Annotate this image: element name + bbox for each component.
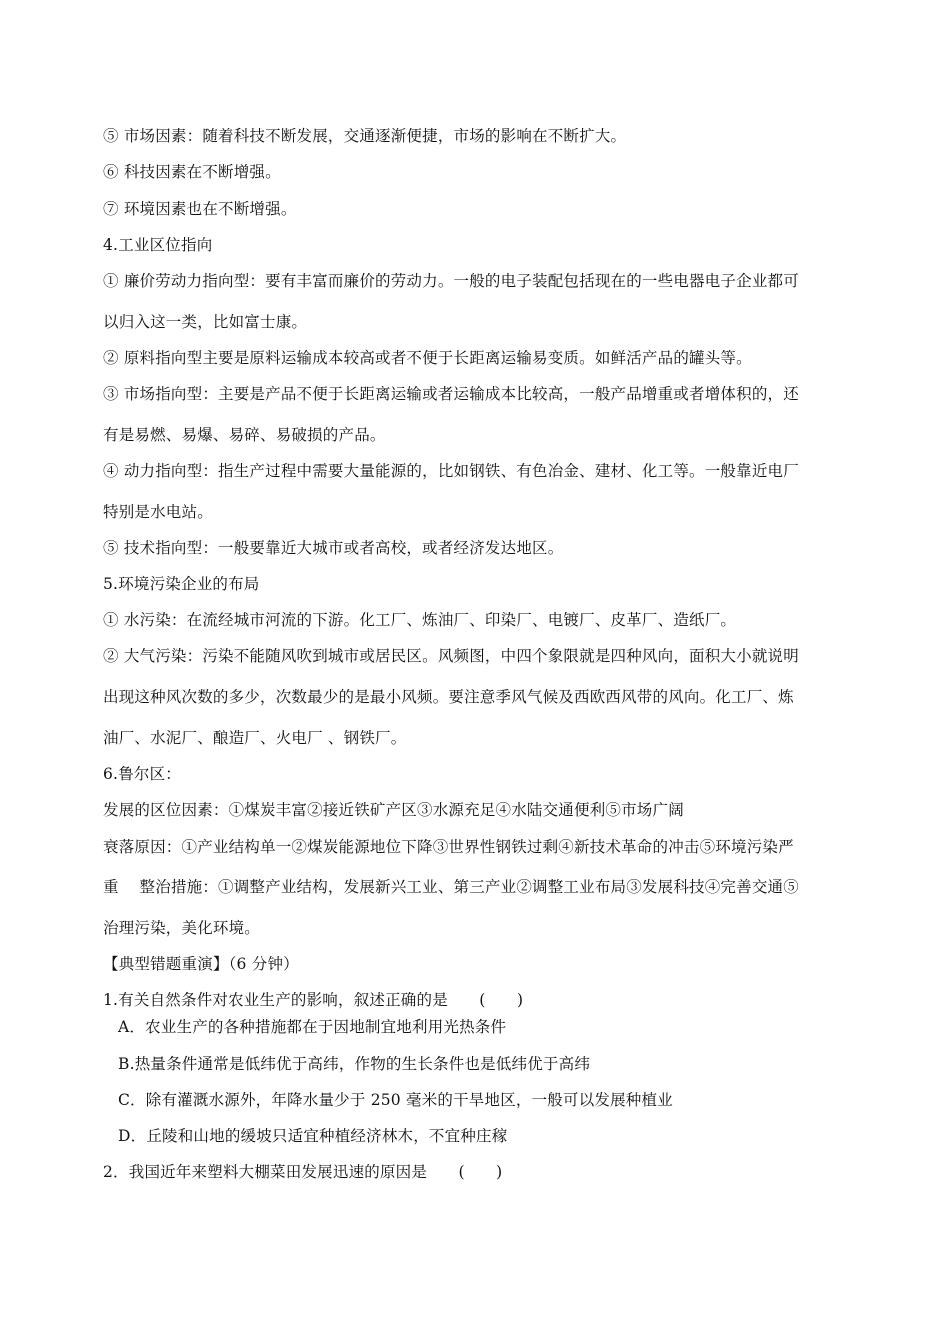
text-line: ① 廉价劳动力指向型：要有丰富而廉价的劳动力。一般的电子装配包括现在的一些电器电子企业都可 [103,272,799,290]
question-stem: 2．我国近年来塑料大棚菜田发展迅速的原因是 ( ) [103,1163,503,1181]
text-line: ③ 市场指向型：主要是产品不便于长距离运输或者运输成本比较高，一般产品增重或者增体积的，还 [103,385,799,403]
text-line: 治理污染，美化环境。 [103,919,261,937]
section-heading: 4.工业区位指向 [103,236,213,254]
text-line: ① 水污染：在流经城市河流的下游。化工厂、炼油厂、印染厂、电镀厂、皮革厂、造纸厂。 [103,611,737,629]
text-line: 重 整治措施：①调整产业结构，发展新兴工业、第三产业②调整工业布局③发展科技④完善交通⑤ [103,878,799,896]
text-line: 出现这种风次数的多少，次数最少的是最小风频。要注意季风气候及西欧西风带的风向。化工厂、炼 [103,688,794,706]
text-line: 油厂、水泥厂、酿造厂、火电厂 、钢铁厂。 [103,729,407,747]
text-line: 以归入这一类，比如富士康。 [103,313,308,331]
text-line: ⑥ 科技因素在不断增强。 [103,163,281,181]
text-line: 衰落原因：①产业结构单一②煤炭能源地位下降③世界性钢铁过剩④新技术革命的冲击⑤环境污染严 [103,838,794,856]
text-line: 发展的区位因素：①煤炭丰富②接近铁矿产区③水源充足④水陆交通便利⑤市场广阔 [103,801,684,819]
section-heading: 6.鲁尔区： [103,765,181,783]
text-line: ④ 动力指向型：指生产过程中需要大量能源的，比如钢铁、有色冶金、建材、化工等。一般靠近电厂 [103,462,799,480]
answer-option: C．除有灌溉水源外，年降水量少于 250 毫米的干旱地区，一般可以发展种植业 [118,1091,673,1109]
text-line: ⑤ 技术指向型：一般要靠近大城市或者高校，或者经济发达地区。 [103,539,564,557]
text-line: ② 大气污染：污染不能随风吹到城市或居民区。风频图，中四个象限就是四种风向，面积大小就说明 [103,647,799,665]
text-line: ⑤ 市场因素：随着科技不断发展，交通逐渐便捷，市场的影响在不断扩大。 [103,127,627,145]
answer-option: A．农业生产的各种措施都在于因地制宜地利用光热条件 [118,1018,507,1036]
question-stem: 1.有关自然条件对农业生产的影响，叙述正确的是 ( ) [103,991,524,1009]
answer-option: B.热量条件通常是低纬优于高纬，作物的生长条件也是低纬优于高纬 [118,1055,591,1073]
answer-option: D．丘陵和山地的缓坡只适宜种植经济林木，不宜种庄稼 [118,1127,508,1145]
section-heading: 【典型错题重演】（6 分钟） [103,955,299,973]
text-line: ⑦ 环境因素也在不断增强。 [103,200,297,218]
section-heading: 5.环境污染企业的布局 [103,575,260,593]
text-line: ② 原料指向型主要是原料运输成本较高或者不便于长距离运输易变质。如鲜活产品的罐头等。 [103,349,752,367]
text-line: 有是易燃、易爆、易碎、易破损的产品。 [103,426,386,444]
text-line: 特别是水电站。 [103,503,213,521]
